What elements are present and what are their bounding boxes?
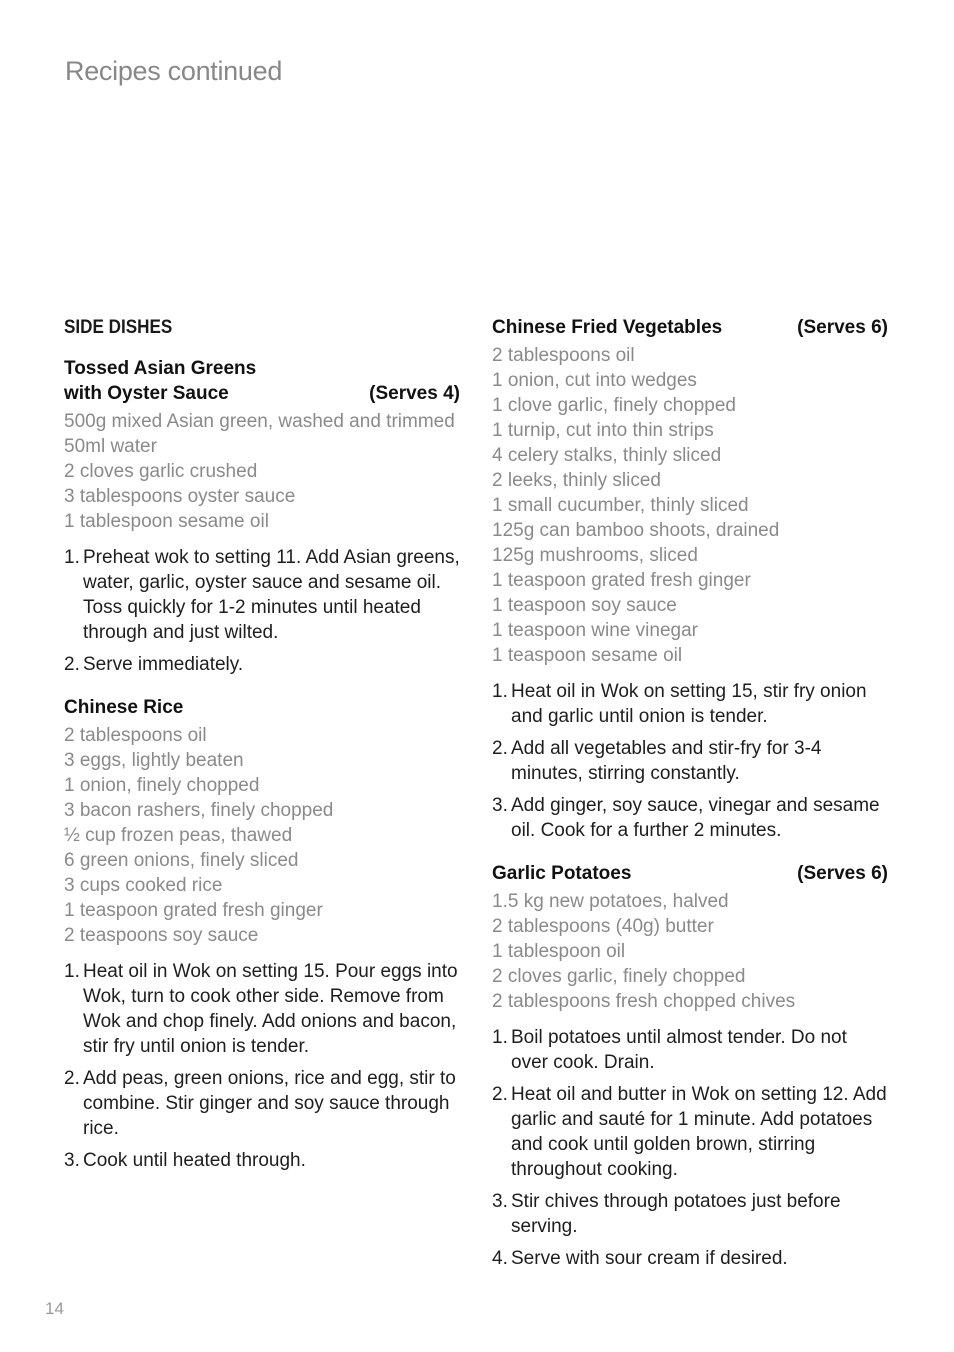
ingredient-item: 3 eggs, lightly beaten: [64, 750, 244, 771]
step-text: Serve immediately.: [83, 654, 244, 675]
ingredient-item: 1 teaspoon soy sauce: [492, 595, 677, 616]
ingredient-item: 3 cups cooked rice: [64, 875, 223, 896]
ingredient-item: 2 cloves garlic crushed: [64, 461, 258, 482]
step-number: 2.: [64, 1068, 80, 1089]
ingredient-item: 2 teaspoons soy sauce: [64, 925, 259, 946]
method-list: [64, 545, 460, 677]
step-number: 2.: [492, 738, 508, 759]
step-number: 1.: [64, 547, 80, 568]
ingredient-item: 125g mushrooms, sliced: [492, 545, 698, 566]
recipe-title: Tossed Asian Greens with Oyster Sauce: [64, 358, 257, 404]
step-number: 2.: [492, 1084, 508, 1105]
method-step: [492, 1246, 888, 1271]
method-step: [492, 1082, 888, 1182]
ingredient-item: 2 tablespoons fresh chopped chives: [492, 991, 796, 1012]
method-step: [492, 1189, 888, 1239]
serves-label: (Serves 4): [369, 383, 460, 404]
recipe-chinese-rice: [64, 695, 460, 1173]
ingredient-list: [64, 723, 460, 948]
step-text: Boil potatoes until almost tender. Do not over cook. Drain.: [511, 1027, 847, 1073]
ingredient-item: 3 bacon rashers, finely chopped: [64, 800, 334, 821]
step-number: 4.: [492, 1248, 508, 1269]
ingredient-item: 2 tablespoons oil: [64, 725, 207, 746]
ingredient-item: 50ml water: [64, 436, 157, 457]
method-list: [64, 959, 460, 1173]
method-step: [64, 545, 460, 645]
step-number: 3.: [492, 1191, 508, 1212]
ingredient-item: 2 tablespoons (40g) butter: [492, 916, 714, 937]
ingredient-item: 125g can bamboo shoots, drained: [492, 520, 780, 541]
step-text: Heat oil in Wok on setting 15. Pour eggs into Wok, turn to cook other side. Remove from Wok and chop finely. Add onions and bacon, stir fry until onion is tender.: [83, 961, 458, 1057]
ingredient-item: 1 teaspoon sesame oil: [492, 645, 683, 666]
step-number: 3.: [64, 1150, 80, 1171]
ingredient-item: 1 small cucumber, thinly sliced: [492, 495, 749, 516]
ingredient-list: [492, 343, 888, 668]
ingredient-item: 1 teaspoon wine vinegar: [492, 620, 698, 641]
ingredient-item: 500g mixed Asian green, washed and trimmed: [64, 411, 455, 432]
method-list: [492, 1025, 888, 1271]
step-text: Heat oil and butter in Wok on setting 12. Add garlic and sauté for 1 minute. Add potatoes and cook until golden brown, stirring throughout cooking.: [511, 1084, 887, 1180]
ingredient-item: 1 onion, cut into wedges: [492, 370, 697, 391]
method-list: [492, 679, 888, 843]
recipe-chinese-fried-vegetables: [492, 315, 888, 843]
method-step: [64, 959, 460, 1059]
step-number: 3.: [492, 795, 508, 816]
step-text: Add all vegetables and stir-fry for 3-4 minutes, stirring constantly.: [511, 738, 822, 784]
ingredient-item: 2 tablespoons oil: [492, 345, 635, 366]
step-text: Preheat wok to setting 11. Add Asian greens, water, garlic, oyster sauce and sesame oil. Toss quickly for 1-2 minutes until heated through and just wilted.: [83, 547, 460, 643]
step-text: Cook until heated through.: [83, 1150, 306, 1171]
ingredient-item: 1 onion, finely chopped: [64, 775, 260, 796]
ingredient-item: 1 tablespoon oil: [492, 941, 626, 962]
step-text: Add peas, green onions, rice and egg, stir to combine. Stir ginger and soy sauce through rice.: [83, 1068, 456, 1139]
method-step: [64, 1148, 460, 1173]
ingredient-item: ½ cup frozen peas, thawed: [64, 825, 293, 846]
recipe-title: Chinese Rice: [64, 697, 184, 718]
recipe-title: Chinese Fried Vegetables: [492, 317, 723, 338]
section-title: SIDE DISHES: [64, 317, 173, 338]
step-text: Heat oil in Wok on setting 15, stir fry onion and garlic until onion is tender.: [511, 681, 867, 727]
serves-label: (Serves 6): [797, 317, 888, 338]
ingredient-list: [492, 889, 888, 1014]
method-step: [492, 793, 888, 843]
ingredient-item: 2 cloves garlic, finely chopped: [492, 966, 746, 987]
ingredient-item: 2 leeks, thinly sliced: [492, 470, 661, 491]
recipe-tossed-asian-greens: [64, 356, 460, 677]
right-column: [492, 315, 888, 1289]
method-step: [492, 1025, 888, 1075]
ingredient-list: [64, 409, 460, 534]
serves-label: (Serves 6): [797, 863, 888, 884]
page-title: Recipes continued: [65, 56, 283, 86]
method-step: [492, 679, 888, 729]
step-text: Stir chives through potatoes just before serving.: [511, 1191, 841, 1237]
ingredient-item: 4 celery stalks, thinly sliced: [492, 445, 722, 466]
step-number: 2.: [64, 654, 80, 675]
recipe-garlic-potatoes: [492, 861, 888, 1271]
method-step: [64, 652, 460, 677]
step-text: Add ginger, soy sauce, vinegar and sesame oil. Cook for a further 2 minutes.: [511, 795, 880, 841]
ingredient-item: 1 turnip, cut into thin strips: [492, 420, 714, 441]
recipe-title: Garlic Potatoes: [492, 863, 632, 884]
ingredient-item: 1 clove garlic, finely chopped: [492, 395, 736, 416]
step-text: Serve with sour cream if desired.: [511, 1248, 788, 1269]
ingredient-item: 6 green onions, finely sliced: [64, 850, 299, 871]
page-number: 14: [45, 1299, 64, 1318]
ingredient-item: 1.5 kg new potatoes, halved: [492, 891, 729, 912]
left-column: [64, 315, 460, 1191]
step-number: 1.: [492, 1027, 508, 1048]
ingredient-item: 1 teaspoon grated fresh ginger: [64, 900, 323, 921]
step-number: 1.: [64, 961, 80, 982]
method-step: [492, 736, 888, 786]
method-step: [64, 1066, 460, 1141]
ingredient-item: 1 teaspoon grated fresh ginger: [492, 570, 751, 591]
step-number: 1.: [492, 681, 508, 702]
ingredient-item: 1 tablespoon sesame oil: [64, 511, 269, 532]
ingredient-item: 3 tablespoons oyster sauce: [64, 486, 296, 507]
